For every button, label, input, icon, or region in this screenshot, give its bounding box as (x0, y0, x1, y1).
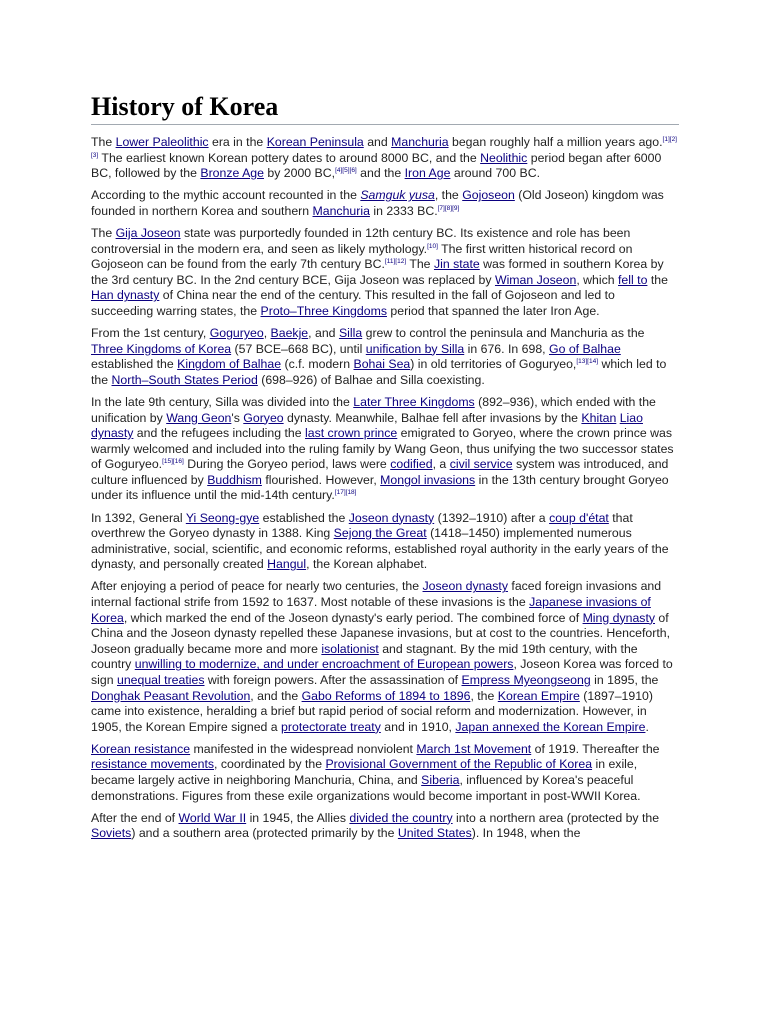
text-run: , coordinated by the (214, 757, 326, 772)
text-run: , and the (250, 688, 302, 703)
text-run: faced foreign invasions and internal factional strife from 1592 to 1637. Most notable of these invasions is the (91, 579, 662, 610)
text-run: established the (91, 357, 178, 372)
citation-ref[interactable]: [7][8][9] (437, 204, 460, 212)
wiki-link[interactable]: Japan annexed the Korean Empire (455, 719, 646, 734)
text-run: system was introduced, and culture influenced by (91, 457, 669, 487)
text-run: of China and the Joseon dynasty repelled these Japanese invasions, but at cost to the countries. Henceforth, Joseon gradually became more and more (91, 610, 670, 656)
text-run: (892–936), which ended with the unification by (91, 394, 656, 425)
wiki-link[interactable]: Korean resistance (91, 741, 191, 756)
wiki-link[interactable]: Bohai Sea (353, 357, 411, 372)
wiki-link[interactable]: protectorate treaty (281, 719, 381, 734)
text-run: The earliest known Korean pottery dates to around 8000 BC, and the (98, 150, 481, 165)
text-run: , and (308, 326, 339, 341)
text-run: , which (576, 272, 619, 287)
text-run: (1392–1910) after a (434, 510, 550, 525)
wiki-link[interactable]: Joseon dynasty (422, 579, 508, 594)
text-run: which led to the (91, 357, 667, 387)
text-run: into a northern area (protected by the (452, 810, 660, 825)
wiki-link[interactable]: civil service (449, 457, 513, 472)
wiki-link[interactable]: Iron Age (404, 166, 451, 181)
text-run: . (645, 719, 649, 734)
wiki-link[interactable]: Hangul (267, 557, 307, 572)
wiki-link[interactable]: resistance movements (91, 757, 215, 772)
paragraph (91, 326, 679, 388)
paragraph (91, 395, 679, 504)
wiki-link[interactable]: Gabo Reforms of 1894 to 1896 (301, 688, 471, 703)
wiki-link[interactable]: unequal treaties (116, 673, 205, 687)
wiki-link[interactable]: Kingdom of Balhae (177, 357, 282, 372)
text-run: around 700 BC. (450, 166, 540, 181)
wiki-link[interactable]: North–South States Period (111, 372, 258, 387)
text-run: of 1919. Thereafter the (531, 741, 660, 756)
text-run: 's (231, 410, 244, 425)
wiki-link[interactable]: Donghak Peasant Revolution (91, 688, 251, 703)
text-run: and the refugees including the (133, 426, 305, 441)
wiki-link[interactable]: unification by Silla (365, 341, 465, 356)
text-run: and (363, 135, 392, 149)
text-run: ) in old territories of Goguryeo, (410, 357, 577, 372)
wiki-link[interactable]: Samguk yusa (360, 188, 435, 203)
text-run: During the Goryeo period, laws were (183, 457, 391, 472)
text-run: and the (356, 166, 405, 181)
text-run: , which marked the end of the Joseon dynasty's early period. The combined force of (123, 610, 583, 625)
citation-ref[interactable]: [15][16] (162, 458, 184, 466)
text-run: established the (259, 510, 349, 525)
text-run: (Old Joseon) kingdom was founded in northern Korea and southern (91, 188, 664, 218)
citation-ref[interactable]: [11][12] (384, 258, 407, 266)
wiki-link[interactable]: Later Three Kingdoms (353, 394, 475, 409)
text-run: period began after 6000 BC, followed by the (91, 150, 662, 181)
text-run: , a (432, 457, 450, 472)
text-run: in 1945, the Allies (246, 810, 350, 825)
text-run: After the end of (91, 810, 179, 825)
wiki-link[interactable]: codified (390, 457, 433, 472)
paragraph (91, 226, 679, 320)
text-run: grew to control the peninsula and Manchuria as the (362, 326, 645, 341)
wiki-link[interactable]: Wiman Joseon (494, 272, 577, 287)
text-run: In the late 9th century, Silla was divided into the (91, 394, 354, 409)
text-run: in exile, became largely active in neighboring Manchuria, China, and (91, 757, 638, 788)
wiki-link[interactable]: World War II (178, 810, 247, 825)
wiki-link[interactable]: Three Kingdoms of Korea (91, 341, 232, 356)
wiki-link[interactable]: Proto–Three Kingdoms (260, 303, 387, 318)
article (91, 92, 679, 842)
wiki-link[interactable]: Go of Balhae (549, 341, 621, 356)
wiki-link[interactable]: Ming dynasty (582, 610, 656, 625)
wiki-link[interactable]: Liao dynasty (91, 410, 643, 441)
text-run: From the 1st century, (91, 326, 210, 341)
wiki-link[interactable]: Japanese invasions of Korea (91, 595, 651, 625)
citation-ref[interactable]: [10] (427, 242, 438, 250)
text-run: in 2333 BC. (369, 203, 438, 218)
text-run: that overthrew the Goryeo dynasty in 1388. King (91, 510, 633, 541)
wiki-link[interactable]: Han dynasty (91, 288, 160, 303)
wiki-link[interactable]: Yi Seong-gye (185, 510, 260, 525)
text-run: , influenced by Korea's peaceful demonstrations. Figures from these exile organizations would become important in post-WWII Korea. (91, 773, 641, 803)
citation-ref[interactable]: [17][18] (334, 489, 357, 497)
text-run: began roughly half a million years ago. (448, 135, 663, 149)
text-run: emigrated to Goryeo, where the crown prince was warmly welcomed and included into the ruling family by Wang Geon, thus unifying the two successor states of Goguryeo. (91, 426, 674, 472)
wiki-link[interactable]: Wang Geon (166, 410, 232, 425)
wiki-link[interactable]: Lower Paleolithic (115, 135, 209, 149)
text-run: , Joseon Korea was forced to sign (91, 657, 673, 687)
wiki-link[interactable]: coup d'état (549, 510, 609, 525)
text-run: (c.f. modern (281, 357, 354, 372)
text-run: and stagnant. By the mid 19th century, with the country (91, 641, 638, 672)
wiki-link[interactable]: Baekje (270, 326, 309, 341)
page-title: History of Korea (91, 92, 679, 125)
wiki-link[interactable]: Manchuria (391, 135, 449, 149)
text-run: (1418–1450) implemented numerous administrative, social, scientific, and economic reforms, established royal authority in the early years of the dynasty, and personally created (91, 526, 669, 572)
wiki-link[interactable]: Khitan (581, 410, 617, 425)
text-run: , (263, 326, 271, 341)
wiki-link[interactable]: March 1st Movement (416, 741, 532, 756)
wiki-link[interactable]: Buddhism (207, 472, 262, 487)
wiki-link[interactable]: Provisional Government of the Republic of Korea (325, 757, 593, 772)
text-run: the (647, 272, 668, 287)
text-run: and in 1910, (380, 719, 456, 734)
wiki-link[interactable]: Gija Joseon (115, 225, 181, 240)
wiki-link[interactable]: Sejong the Great (333, 526, 427, 541)
text-run: ) and a southern area (protected primarily by the (131, 826, 398, 841)
wiki-link[interactable]: Silla (338, 326, 363, 341)
text-run: state was purportedly founded in 12th century BC. Its existence and role has been controversial in the modern era, and seen as likely mythology. (91, 225, 631, 256)
wiki-link[interactable]: Bronze Age (200, 166, 264, 181)
text-run: (1897–1910) came into existence, heralding a brief but rapid period of social reform and modernization. However, in 1905, the Korean Empire signed a (91, 688, 653, 734)
citation-ref[interactable]: [4][5][6] (335, 167, 357, 175)
wiki-link[interactable]: divided the country (349, 810, 453, 825)
wiki-link[interactable]: Soviets (91, 826, 132, 841)
text-run: The (406, 257, 434, 272)
text-run: , the (434, 188, 463, 203)
text-run: in 1895, the (590, 673, 659, 687)
text-run: ). In 1948, when the (471, 826, 581, 841)
paragraph (91, 742, 679, 804)
text-run: , the Korean alphabet. (306, 557, 428, 572)
wiki-link[interactable]: unwilling to modernize, and under encroachment of European powers (134, 657, 514, 672)
wiki-link[interactable]: Korean Peninsula (266, 135, 364, 149)
wiki-link[interactable]: Empress Myeongseong (461, 673, 591, 687)
text-run: The first written historical record on Gojoseon can be found from the early 7th century BC. (91, 241, 633, 272)
citation-ref[interactable]: [1][2][3] (91, 135, 677, 159)
text-run: In 1392, General (91, 510, 186, 525)
text-run: flourished. However, (261, 472, 381, 487)
wiki-link[interactable]: last crown prince (305, 426, 398, 441)
paragraph (91, 811, 679, 842)
wiki-link[interactable]: Joseon dynasty (348, 510, 435, 525)
text-run: According to the mythic account recounted in the (91, 188, 361, 203)
text-run: manifested in the widespread nonviolent (190, 741, 417, 756)
wiki-link[interactable]: isolationist (321, 641, 379, 656)
wiki-link[interactable]: Manchuria (312, 203, 370, 218)
wiki-link[interactable]: Korean Empire (497, 688, 580, 703)
wiki-link[interactable]: Mongol invasions (380, 472, 476, 487)
text-run: (698–926) of Balhae and Silla coexisting. (257, 372, 485, 387)
text-run: with foreign powers. After the assassination of (204, 673, 462, 687)
text-run: dynasty. Meanwhile, Balhae fell after invasions by the (283, 410, 582, 425)
text-run: , the (470, 688, 498, 703)
text-run: After enjoying a period of peace for nearly two centuries, the (91, 579, 423, 594)
wiki-link[interactable]: Gojoseon (462, 188, 515, 203)
wiki-link[interactable]: Jin state (433, 257, 480, 272)
paragraph (91, 135, 679, 182)
wiki-link[interactable]: Siberia (421, 773, 460, 788)
text-run: was formed in southern Korea by the 3rd century BC. In the 2nd century BCE, Gija Joseon was replaced by (91, 257, 664, 287)
wiki-link[interactable]: Neolithic (480, 150, 528, 165)
text-run: era in the (208, 135, 267, 149)
citation-ref[interactable]: [13][14] (576, 358, 599, 366)
wiki-link[interactable]: United States (397, 826, 472, 841)
paragraph (91, 511, 679, 573)
paragraph (91, 579, 679, 735)
text-run: of China near the end of the century. This resulted in the fall of Gojoseon and led to succeeding warring states, the (91, 288, 615, 318)
article-body (91, 135, 679, 842)
text-run: The (91, 225, 116, 240)
paragraph (91, 188, 679, 219)
text-run: period that spanned the later Iron Age. (386, 303, 600, 318)
wiki-link[interactable]: Goguryeo (209, 326, 264, 341)
text-run: in 676. In 698, (464, 341, 549, 356)
text-run: in the 13th century brought Goryeo under its influence until the mid-14th century. (91, 472, 669, 503)
text-run: The (91, 135, 116, 149)
text-run: by 2000 BC, (263, 166, 336, 181)
wiki-link[interactable]: Goryeo (243, 410, 284, 425)
wiki-link[interactable]: fell to (618, 272, 648, 287)
text-run: (57 BCE–668 BC), until (231, 341, 366, 356)
